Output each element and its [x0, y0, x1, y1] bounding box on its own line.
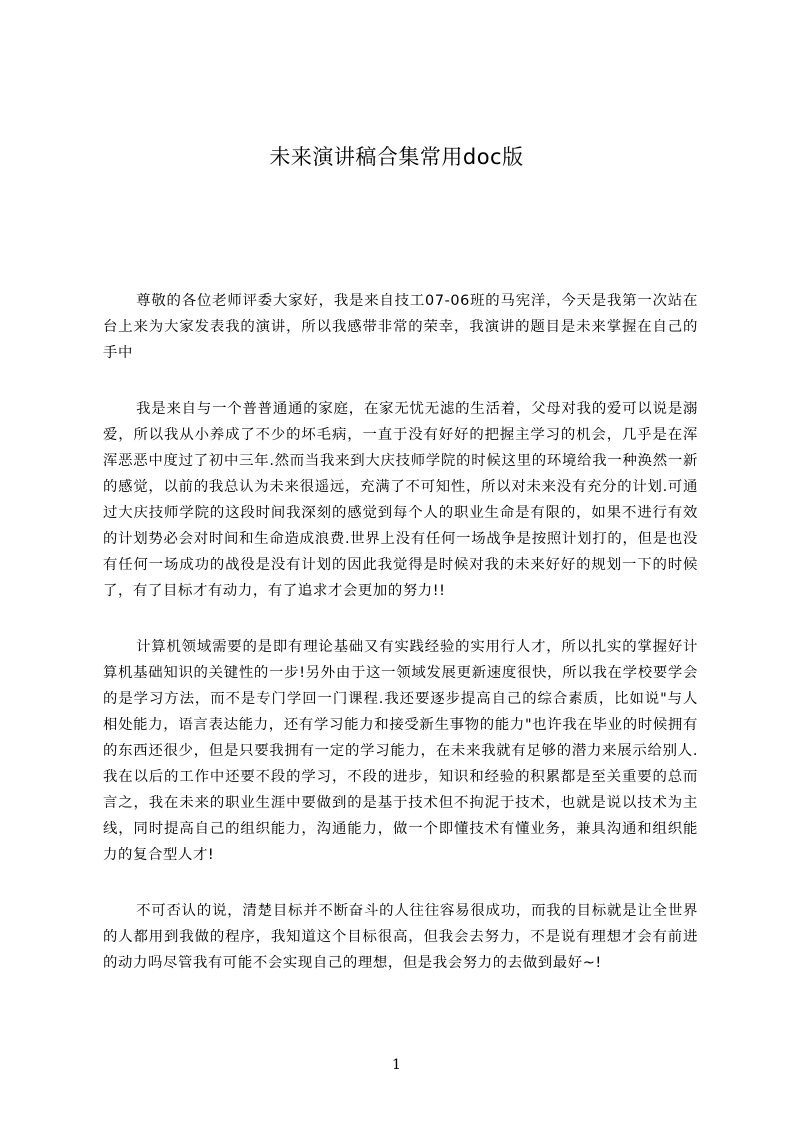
paragraph-3: 计算机领域需要的是即有理论基础又有实践经验的实用行人才，所以扎实的掌握好计算机基础知识的关键性的一步!另外由于这一领域发展更新速度很快，所以我在学校要学会的是学习方法，而不是专门学回一门课程.我还要逐步提高自己的综合素质，比如说"与人相处能力，语言表达能力，还有学习能力和接受新生事物的能力"也许我在毕业的时候拥有的东西还很少，但是只要我拥有一定的学习能力，在未来我就有足够的潜力来展示给别人.我在以后的工作中还要不段的学习，不段的进步，知识和经验的积累都是至关重要的总而言之，我在未来的职业生涯中要做到的是基于技术但不拘泥于技术，也就是说以技术为主线，同时提高自己的组织能力，沟通能力，做一个即懂技术有懂业务，兼具沟通和组织能力的复合型人才! — [103, 639, 698, 863]
paragraph-1: 尊敬的各位老师评委大家好，我是来自技工07-06班的马宪洋，今天是我第一次站在台上来为大家发表我的演讲，所以我感带非常的荣幸，我演讲的题目是未来掌握在自己的手中 — [103, 293, 698, 361]
paragraph-4: 不可否认的说，清楚目标并不断奋斗的人往往容易很成功，而我的目标就是让全世界的人都用到我做的程序，我知道这个目标很高，但我会去努力，不是说有理想才会有前进的动力吗尽管我有可能不会实现自己的理想，但是我会努力的去做到最好~! — [103, 903, 698, 971]
page-number: 1 — [392, 1057, 401, 1073]
document-title: 未来演讲稿合集常用doc版 — [269, 145, 524, 169]
document-body — [103, 288, 698, 1006]
paragraph-2: 我是来自与一个普普通通的家庭，在家无忧无滤的生活着，父母对我的爱可以说是溺爱，所以我从小养成了不少的坏毛病，一直于没有好好的把握主学习的机会，几乎是在浑浑恶恶中度过了初中三年.然而当我来到大庆技师学院的时候这里的环境给我一种涣然一新的感觉，以前的我总认为未来很遥远，充满了不可知性，所以对未来没有充分的计划.可通过大庆技师学院的这段时间我深刻的感觉到每个人的职业生命是有限的，如果不进行有效的计划势必会对时间和生命造成浪费.世界上没有任何一场战争是按照计划打的，但是也没有任何一场成功的战役是没有计划的因此我觉得是时候对我的未来好好的规划一下的时候了，有了目标才有动力，有了追求才会更加的努力!! — [103, 401, 698, 599]
